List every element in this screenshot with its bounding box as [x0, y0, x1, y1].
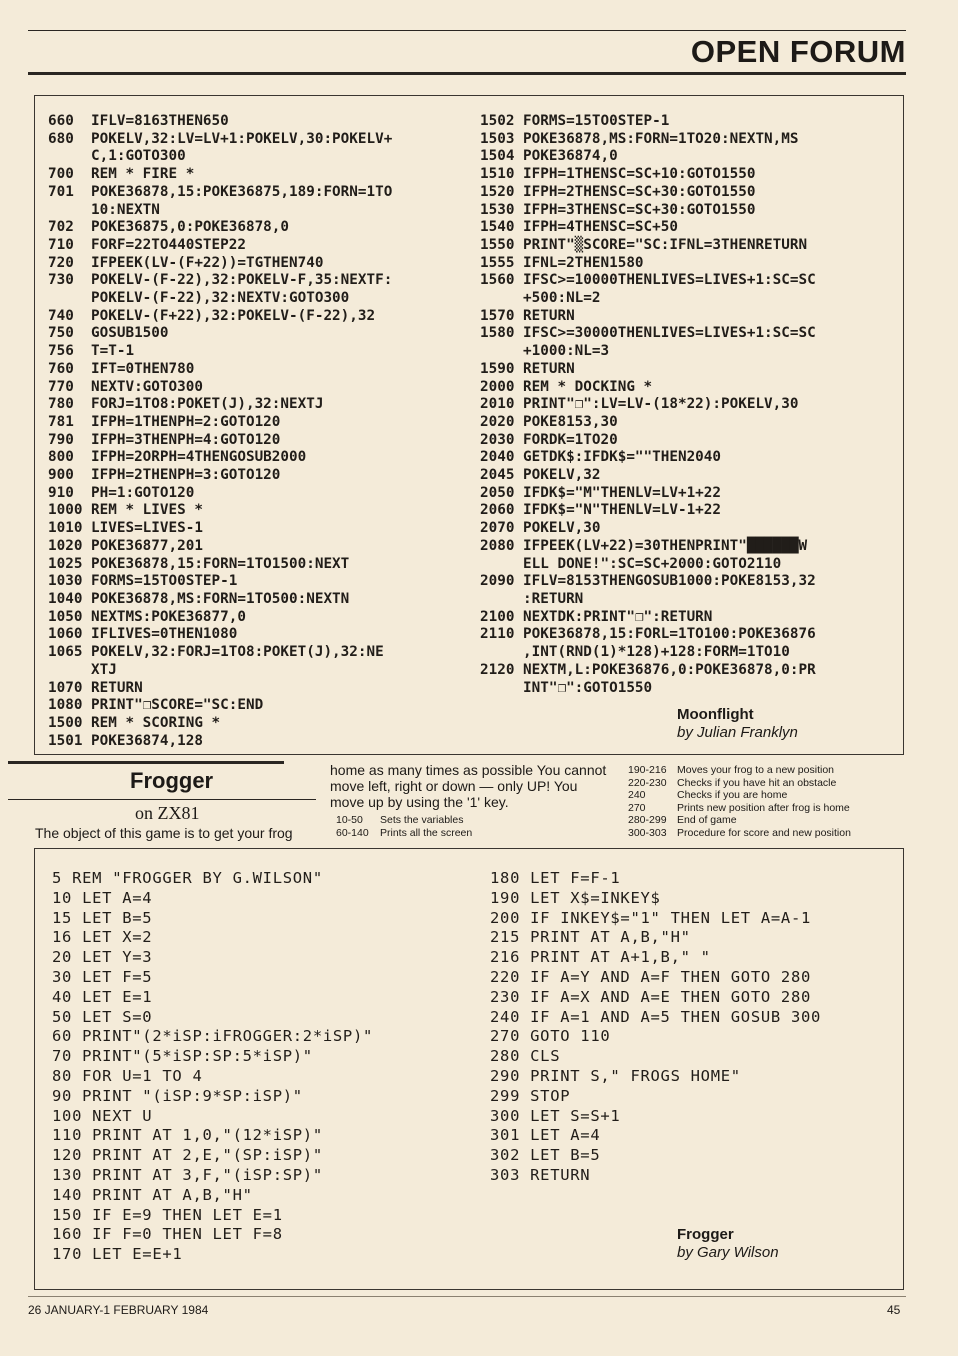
note-text: Prints new position after frog is home [677, 801, 850, 814]
note-text: Checks if you are home [677, 789, 788, 801]
code-line: 1570 RETURN [480, 307, 575, 324]
code-line: 750 GOSUB1500 [48, 325, 169, 342]
code-line: 50 LET S=0 [52, 1007, 153, 1026]
code-line: 220 IF A=Y AND A=F THEN GOTO 280 [490, 967, 812, 986]
code-line: 1530 IFPH=3THENSC=SC+30:GOTO1550 [480, 201, 756, 218]
code-line: 2060 IFDK$="N"THENLV=LV-1+22 [480, 502, 722, 519]
code-line: 2090 IFLV=8153THENGOSUB1000:POKE8153,32 [480, 573, 816, 590]
code-line: 190 LET X$=INKEY$ [490, 888, 661, 907]
code-line: 5 REM "FROGGER BY G.WILSON" [52, 869, 323, 887]
code-line: 2070 POKELV,30 [480, 520, 601, 537]
code-line: 1590 RETURN [480, 360, 575, 377]
note-row [628, 802, 851, 815]
code-line: 710 FORF=22TO440STEP22 [48, 236, 246, 253]
code-line: 910 PH=1:GOTO120 [48, 484, 195, 501]
code-line: 1010 LIVES=LIVES-1 [48, 520, 203, 537]
frogger-title-rule [8, 799, 316, 800]
code-line: 730 POKELV-(F-22),32:POKELV-F,35:NEXTF: [48, 272, 393, 289]
code-line: 1050 NEXTMS:POKE36877,0 [48, 608, 246, 625]
code-line: 1080 PRINT"❐SCORE="SC:END [48, 697, 264, 714]
code-line: 1000 REM * LIVES * [48, 502, 203, 519]
code-line: 215 PRINT AT A,B,"H" [490, 928, 691, 947]
code-line: 1060 IFLIVES=0THEN1080 [48, 626, 238, 643]
code-line: 303 RETURN [490, 1165, 591, 1184]
code-line: 720 IFPEEK(LV-(F+22))=TGTHEN740 [48, 254, 324, 271]
code-line: 1065 POKELV,32:FORJ=1TO8:POKET(J),32:NE [48, 644, 384, 661]
code-line: 2030 FORDK=1TO20 [480, 431, 618, 448]
note-line-range: 270 [628, 801, 646, 814]
code-line: 200 IF INKEY$="1" THEN LET A=A-1 [490, 908, 812, 927]
code-line: 900 IFPH=2THENPH=3:GOTO120 [48, 467, 281, 484]
frogger-platform: on ZX81 [135, 803, 200, 823]
code-line: POKELV-(F-22),32:NEXTV:GOTO300 [48, 290, 350, 307]
code-line: 1555 IFNL=2THEN1580 [480, 254, 644, 271]
note-row [336, 827, 472, 840]
code-line: 170 LET E=E+1 [52, 1245, 183, 1264]
code-line: 290 PRINT S," FROGS HOME" [490, 1066, 741, 1085]
moonflight-code-right [480, 113, 816, 697]
frogger-intro-a: The object of this game is to get your frog [35, 825, 293, 841]
code-line: 70 PRINT"(5*iSP:SP:5*iSP)" [52, 1047, 313, 1066]
code-line: 1560 IFSC>=10000THENLIVES=LIVES+1:SC=SC [480, 272, 816, 289]
code-line: 270 GOTO 110 [490, 1027, 611, 1046]
code-line: 1540 IFPH=4THENSC=SC+50 [480, 219, 678, 236]
note-line-range: 60-140 [336, 826, 369, 839]
code-line: 280 CLS [490, 1047, 561, 1066]
code-line: 30 LET F=5 [52, 967, 153, 986]
note-row [628, 814, 851, 827]
code-line: 100 NEXT U [52, 1106, 153, 1125]
note-text: Checks if you have hit an obstacle [677, 776, 837, 789]
note-line-range: 240 [628, 789, 646, 801]
code-line: 790 IFPH=3THENPH=4:GOTO120 [48, 431, 281, 448]
note-text: Prints all the screen [380, 826, 473, 839]
code-line: 740 POKELV-(F+22),32:POKELV-(F-22),32 [48, 307, 376, 324]
code-line: 299 STOP [490, 1086, 571, 1105]
code-line: 780 FORJ=1TO8:POKET(J),32:NEXTJ [48, 396, 324, 413]
code-line: 1070 RETURN [48, 679, 143, 696]
code-line: 2120 NEXTM,L:POKE36876,0:POKE36878,0:PR [480, 661, 816, 678]
code-line: 1020 POKE36877,201 [48, 537, 203, 554]
code-line: 700 REM * FIRE * [48, 166, 195, 183]
code-line: 680 POKELV,32:LV=LV+1:POKELV,30:POKELV+ [48, 130, 393, 147]
frogger-notes-right [628, 764, 851, 839]
code-line: 800 IFPH=2ORPH=4THENGOSUB2000 [48, 449, 307, 466]
top-rule [28, 30, 906, 31]
code-line: 301 LET A=4 [490, 1126, 601, 1145]
code-line: 302 LET B=5 [490, 1146, 601, 1165]
code-line: 1520 IFPH=2THENSC=SC+30:GOTO1550 [480, 183, 756, 200]
note-line-range: 300-303 [628, 826, 667, 839]
code-line: 1503 POKE36878,MS:FORN=1TO20:NEXTN,MS [480, 130, 799, 147]
page-number: 45 [887, 1303, 901, 1317]
code-line: 1030 FORMS=15TO0STEP-1 [48, 573, 238, 590]
code-line: 1040 POKE36878,MS:FORN=1TO500:NEXTN [48, 590, 350, 607]
code-line: 1504 POKE36874,0 [480, 148, 618, 165]
code-line: 2045 POKELV,32 [480, 467, 601, 484]
moonflight-credit-title: Moonflight [677, 706, 754, 723]
note-text: Procedure for score and new position [677, 826, 851, 839]
code-line: 130 PRINT AT 3,F,"(iSP:SP)" [52, 1165, 323, 1184]
note-row [336, 814, 472, 827]
code-line: 10 LET A=4 [52, 888, 153, 907]
code-line: 1580 IFSC>=30000THENLIVES=LIVES+1:SC=SC [480, 325, 816, 342]
code-line: 216 PRINT AT A+1,B," " [490, 948, 711, 967]
code-line: 756 T=T-1 [48, 343, 135, 360]
frogger-top-rule [8, 761, 284, 764]
frogger-credit-author: by Gary Wilson [677, 1244, 779, 1261]
code-line: +500:NL=2 [480, 290, 601, 307]
code-line: 2050 IFDK$="M"THENLV=LV+1+22 [480, 484, 722, 501]
note-row [628, 827, 851, 840]
code-line: 1500 REM * SCORING * [48, 714, 221, 731]
code-line: 150 IF E=9 THEN LET E=1 [52, 1205, 283, 1224]
frogger-code-right [490, 869, 821, 1186]
code-line: 160 IF F=0 THEN LET F=8 [52, 1225, 283, 1244]
code-line: 2110 POKE36878,15:FORL=1TO100:POKE36876 [480, 626, 816, 643]
code-line: 1025 POKE36878,15:FORN=1TO1500:NEXT [48, 555, 350, 572]
note-row [628, 789, 851, 802]
code-line: 230 IF A=X AND A=E THEN GOTO 280 [490, 987, 812, 1006]
code-line: 80 FOR U=1 TO 4 [52, 1066, 203, 1085]
note-line-range: 10-50 [336, 814, 363, 826]
note-text: End of game [677, 814, 737, 826]
code-line: 2040 GETDK$:IFDK$=""THEN2040 [480, 449, 722, 466]
code-line: :RETURN [480, 590, 584, 607]
code-line: 10:NEXTN [48, 201, 160, 218]
code-line: 300 LET S=S+1 [490, 1106, 621, 1125]
code-line: C,1:GOTO300 [48, 148, 186, 165]
note-text: Sets the variables [380, 814, 464, 826]
frogger-code-left [52, 869, 373, 1265]
note-text: Moves your frog to a new position [677, 764, 834, 776]
code-line: 16 LET X=2 [52, 928, 153, 947]
code-line: 1502 FORMS=15TO0STEP-1 [480, 113, 670, 129]
note-row [628, 764, 851, 777]
frogger-notes-left [336, 814, 472, 839]
code-line: 20 LET Y=3 [52, 948, 153, 967]
header-rule [28, 72, 906, 75]
code-line: ,INT(RND(1)*128)+128:FORM=1TO10 [480, 644, 790, 661]
code-line: 701 POKE36878,15:POKE36875,189:FORN=1TO [48, 183, 393, 200]
section-title: OPEN FORUM [690, 34, 906, 69]
code-line: 660 IFLV=8163THEN650 [48, 113, 229, 129]
code-line: 2010 PRINT"❐":LV=LV-(18*22):POKELV,30 [480, 396, 799, 413]
code-line: +1000:NL=3 [480, 343, 610, 360]
code-line: 781 IFPH=1THENPH=2:GOTO120 [48, 413, 281, 430]
code-line: 2100 NEXTDK:PRINT"❐":RETURN [480, 608, 713, 625]
code-line: 60 PRINT"(2*iSP:iFROGGER:2*iSP)" [52, 1027, 374, 1046]
code-line: 760 IFT=0THEN780 [48, 360, 195, 377]
code-line: 2080 IFPEEK(LV+22)=30THENPRINT"██████W [480, 537, 808, 554]
code-line: 770 NEXTV:GOTO300 [48, 378, 203, 395]
code-line: 1550 PRINT"▒SCORE="SC:IFNL=3THENRETURN [480, 236, 808, 253]
moonflight-code-left [48, 113, 392, 750]
code-line: 90 PRINT "(iSP:9*SP:iSP)" [52, 1086, 303, 1105]
code-line: 15 LET B=5 [52, 908, 153, 927]
frogger-credit-title: Frogger [677, 1226, 734, 1243]
note-line-range: 280-299 [628, 814, 667, 826]
note-line-range: 220-230 [628, 776, 667, 789]
footer-date: 26 JANUARY-1 FEBRUARY 1984 [28, 1303, 209, 1317]
code-line: 2000 REM * DOCKING * [480, 378, 653, 395]
frogger-intro-b: home as many times as possible You cannot move left, right or down — only UP! You move up by using the '1' key. [330, 762, 607, 810]
code-line: 140 PRINT AT A,B,"H" [52, 1185, 253, 1204]
code-line: 120 PRINT AT 2,E,"(SP:iSP)" [52, 1146, 323, 1165]
code-line: 110 PRINT AT 1,0,"(12*iSP)" [52, 1126, 323, 1145]
moonflight-credit-author: by Julian Franklyn [677, 724, 798, 741]
code-line: 240 IF A=1 AND A=5 THEN GOSUB 300 [490, 1007, 822, 1026]
code-line: 2020 POKE8153,30 [480, 413, 618, 430]
note-row [628, 777, 851, 790]
code-line: XTJ [48, 661, 117, 678]
footer-rule [28, 1296, 906, 1297]
code-line: 1510 IFPH=1THENSC=SC+10:GOTO1550 [480, 166, 756, 183]
code-line: 40 LET E=1 [52, 987, 153, 1006]
code-line: INT"❐":GOTO1550 [480, 679, 653, 696]
code-line: 702 POKE36875,0:POKE36878,0 [48, 219, 290, 236]
frogger-article-title: Frogger [130, 768, 214, 793]
code-line: ELL DONE!":SC=SC+2000:GOTO2110 [480, 555, 782, 572]
note-line-range: 190-216 [628, 764, 667, 776]
code-line: 180 LET F=F-1 [490, 869, 621, 887]
code-line: 1501 POKE36874,128 [48, 732, 203, 749]
